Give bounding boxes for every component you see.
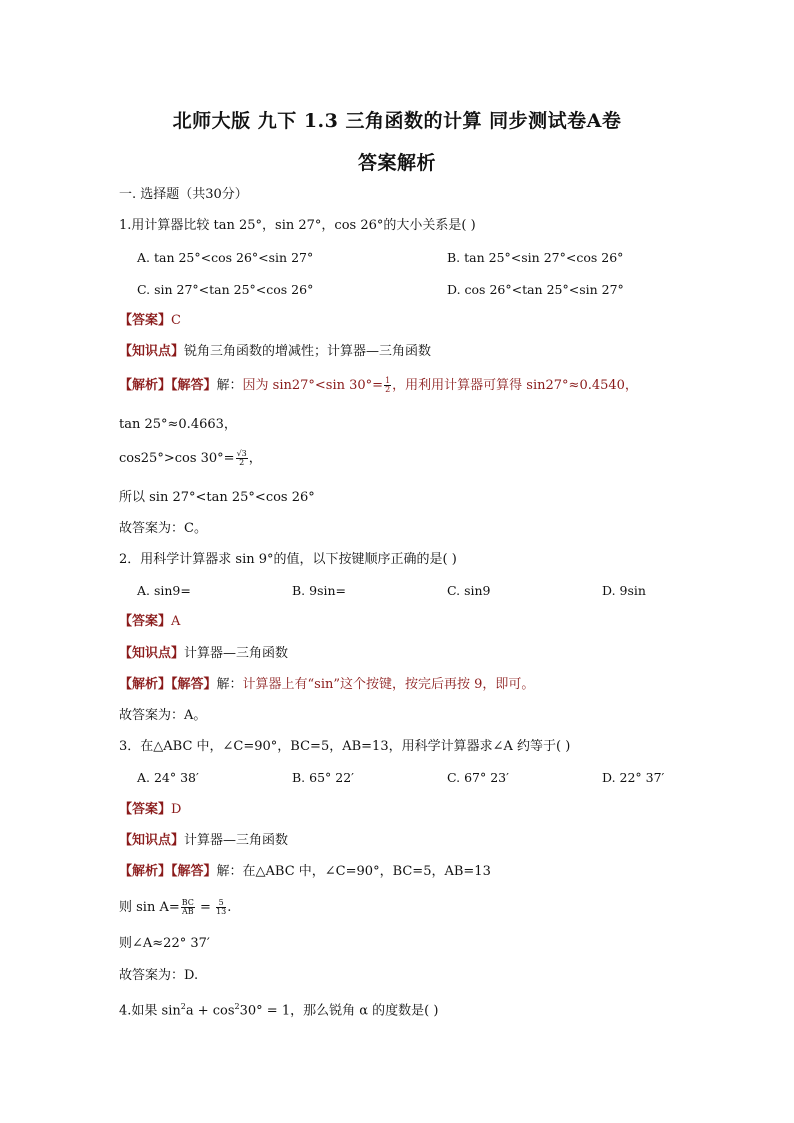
q1-knowledge-line bbox=[119, 343, 431, 361]
q1-half-fraction: $\frac{1}{2}$ bbox=[385, 376, 391, 394]
q2-conclusion: 故答案为：A。 bbox=[119, 708, 207, 723]
q4-sup2: 2 bbox=[234, 1002, 240, 1011]
q4-stem-a: 4.如果 sin bbox=[119, 1003, 181, 1019]
document-subtitle: 答案解析 bbox=[357, 152, 436, 174]
q1-option-a: A. tan 25°<cos 26°<sin 27° bbox=[137, 250, 314, 265]
q3-answer: D bbox=[171, 802, 182, 817]
analysis-label: 【解析】【解答】 bbox=[119, 378, 217, 393]
jie-label: 解： bbox=[216, 677, 243, 692]
q2-stem: 2．用科学计算器求 sin 9°的值，以下按键顺序正确的是( ) bbox=[119, 552, 457, 567]
q1-knowledge: 锐角三角函数的增减性；计算器—三角函数 bbox=[184, 344, 432, 359]
q1-cos-b: ， bbox=[248, 451, 262, 466]
q2-knowledge-line bbox=[119, 645, 288, 663]
q2-analysis-line bbox=[119, 676, 534, 694]
answer-label: 【答案】 bbox=[119, 313, 172, 328]
q1-answer: C bbox=[171, 313, 181, 328]
answer-label: 【答案】 bbox=[119, 802, 172, 817]
q1-analysis-line bbox=[119, 377, 638, 395]
q3-sin-line bbox=[119, 899, 231, 917]
document-title: 北师大版 九下 1.3 三角函数的计算 同步测试卷A卷 bbox=[172, 110, 622, 132]
q3-sin-c: . bbox=[227, 900, 232, 915]
q1-stem: 1.用计算器比较 tan 25°，sin 27°，cos 26°的大小关系是( ) bbox=[119, 218, 476, 233]
q4-stem-b: a + cos bbox=[185, 1003, 235, 1019]
q4-stem bbox=[119, 998, 438, 1020]
q1-option-b: B. tan 25°<sin 27°<cos 26° bbox=[447, 250, 624, 265]
q1-option-c: C. sin 27°<tan 25°<cos 26° bbox=[137, 282, 314, 297]
knowledge-label: 【知识点】 bbox=[119, 344, 185, 359]
q3-option-d: D. 22° 37′ bbox=[602, 770, 665, 785]
knowledge-label: 【知识点】 bbox=[119, 646, 185, 661]
knowledge-label: 【知识点】 bbox=[119, 833, 185, 848]
q3-sin-a: 则 sin A= bbox=[119, 900, 180, 915]
section-heading: 一. 选择题（共30分） bbox=[119, 187, 248, 202]
q1-sqrt-fraction: $\frac{√3}{2}$ bbox=[236, 449, 247, 467]
q2-analysis: 计算器上有“sin”这个按键，按完后再按 9，即可。 bbox=[242, 677, 535, 692]
q3-5-13-fraction: $\frac{5}{13}$ bbox=[216, 898, 227, 916]
analysis-label: 【解析】【解答】 bbox=[119, 864, 217, 879]
q1-option-d: D. cos 26°<tan 25°<sin 27° bbox=[447, 282, 624, 297]
q3-bc-ab-fraction: $\frac{BC}{AB}$ bbox=[181, 898, 194, 916]
q3-analysis: 在△ABC 中，∠C=90°，BC=5，AB=13 bbox=[242, 864, 491, 879]
q3-conclusion: 故答案为：D. bbox=[119, 968, 199, 983]
jie-label: 解： bbox=[216, 378, 243, 393]
q2-option-b: B. 9sin= bbox=[292, 583, 347, 598]
q1-conclusion: 故答案为：C。 bbox=[119, 521, 207, 536]
q2-answer-line bbox=[119, 613, 180, 631]
jie-label: 解： bbox=[216, 864, 243, 879]
q3-option-b: B. 65° 22′ bbox=[292, 770, 355, 785]
analysis-label: 【解析】【解答】 bbox=[119, 677, 217, 692]
q3-analysis-line bbox=[119, 863, 491, 881]
answer-label: 【答案】 bbox=[119, 614, 172, 629]
q3-option-a: A. 24° 38′ bbox=[137, 770, 199, 785]
q3-knowledge: 计算器—三角函数 bbox=[184, 833, 289, 848]
q1-tan-line: tan 25°≈0.4663， bbox=[119, 417, 237, 432]
q1-answer-line bbox=[119, 312, 181, 330]
q2-knowledge: 计算器—三角函数 bbox=[184, 646, 289, 661]
q3-angle-line: 则∠A≈22° 37′ bbox=[119, 936, 210, 951]
q1-cos-line bbox=[119, 450, 262, 468]
q2-answer: A bbox=[171, 614, 181, 629]
q4-stem-c: 30° = 1，那么锐角 α 的度数是( ) bbox=[239, 1003, 439, 1019]
q2-option-d: D. 9sin bbox=[602, 583, 646, 598]
q1-analysis-b: ，用利用计算器可算得 sin27°≈0.4540， bbox=[392, 378, 638, 393]
q4-sup1: 2 bbox=[180, 1002, 186, 1011]
q1-cos-a: cos25°>cos 30°= bbox=[119, 451, 235, 466]
q3-sin-b: = bbox=[195, 900, 216, 915]
q3-stem: 3．在△ABC 中，∠C=90°，BC=5，AB=13，用科学计算器求∠A 约等于( ) bbox=[119, 739, 571, 754]
q2-option-c: C. sin9 bbox=[447, 583, 491, 598]
q1-so-line: 所以 sin 27°<tan 25°<cos 26° bbox=[119, 490, 315, 505]
q3-answer-line bbox=[119, 801, 181, 819]
q3-knowledge-line bbox=[119, 832, 288, 850]
q2-option-a: A. sin9= bbox=[137, 583, 191, 598]
q1-analysis-a: 因为 sin27°<sin 30°= bbox=[242, 378, 384, 393]
q3-option-c: C. 67° 23′ bbox=[447, 770, 509, 785]
